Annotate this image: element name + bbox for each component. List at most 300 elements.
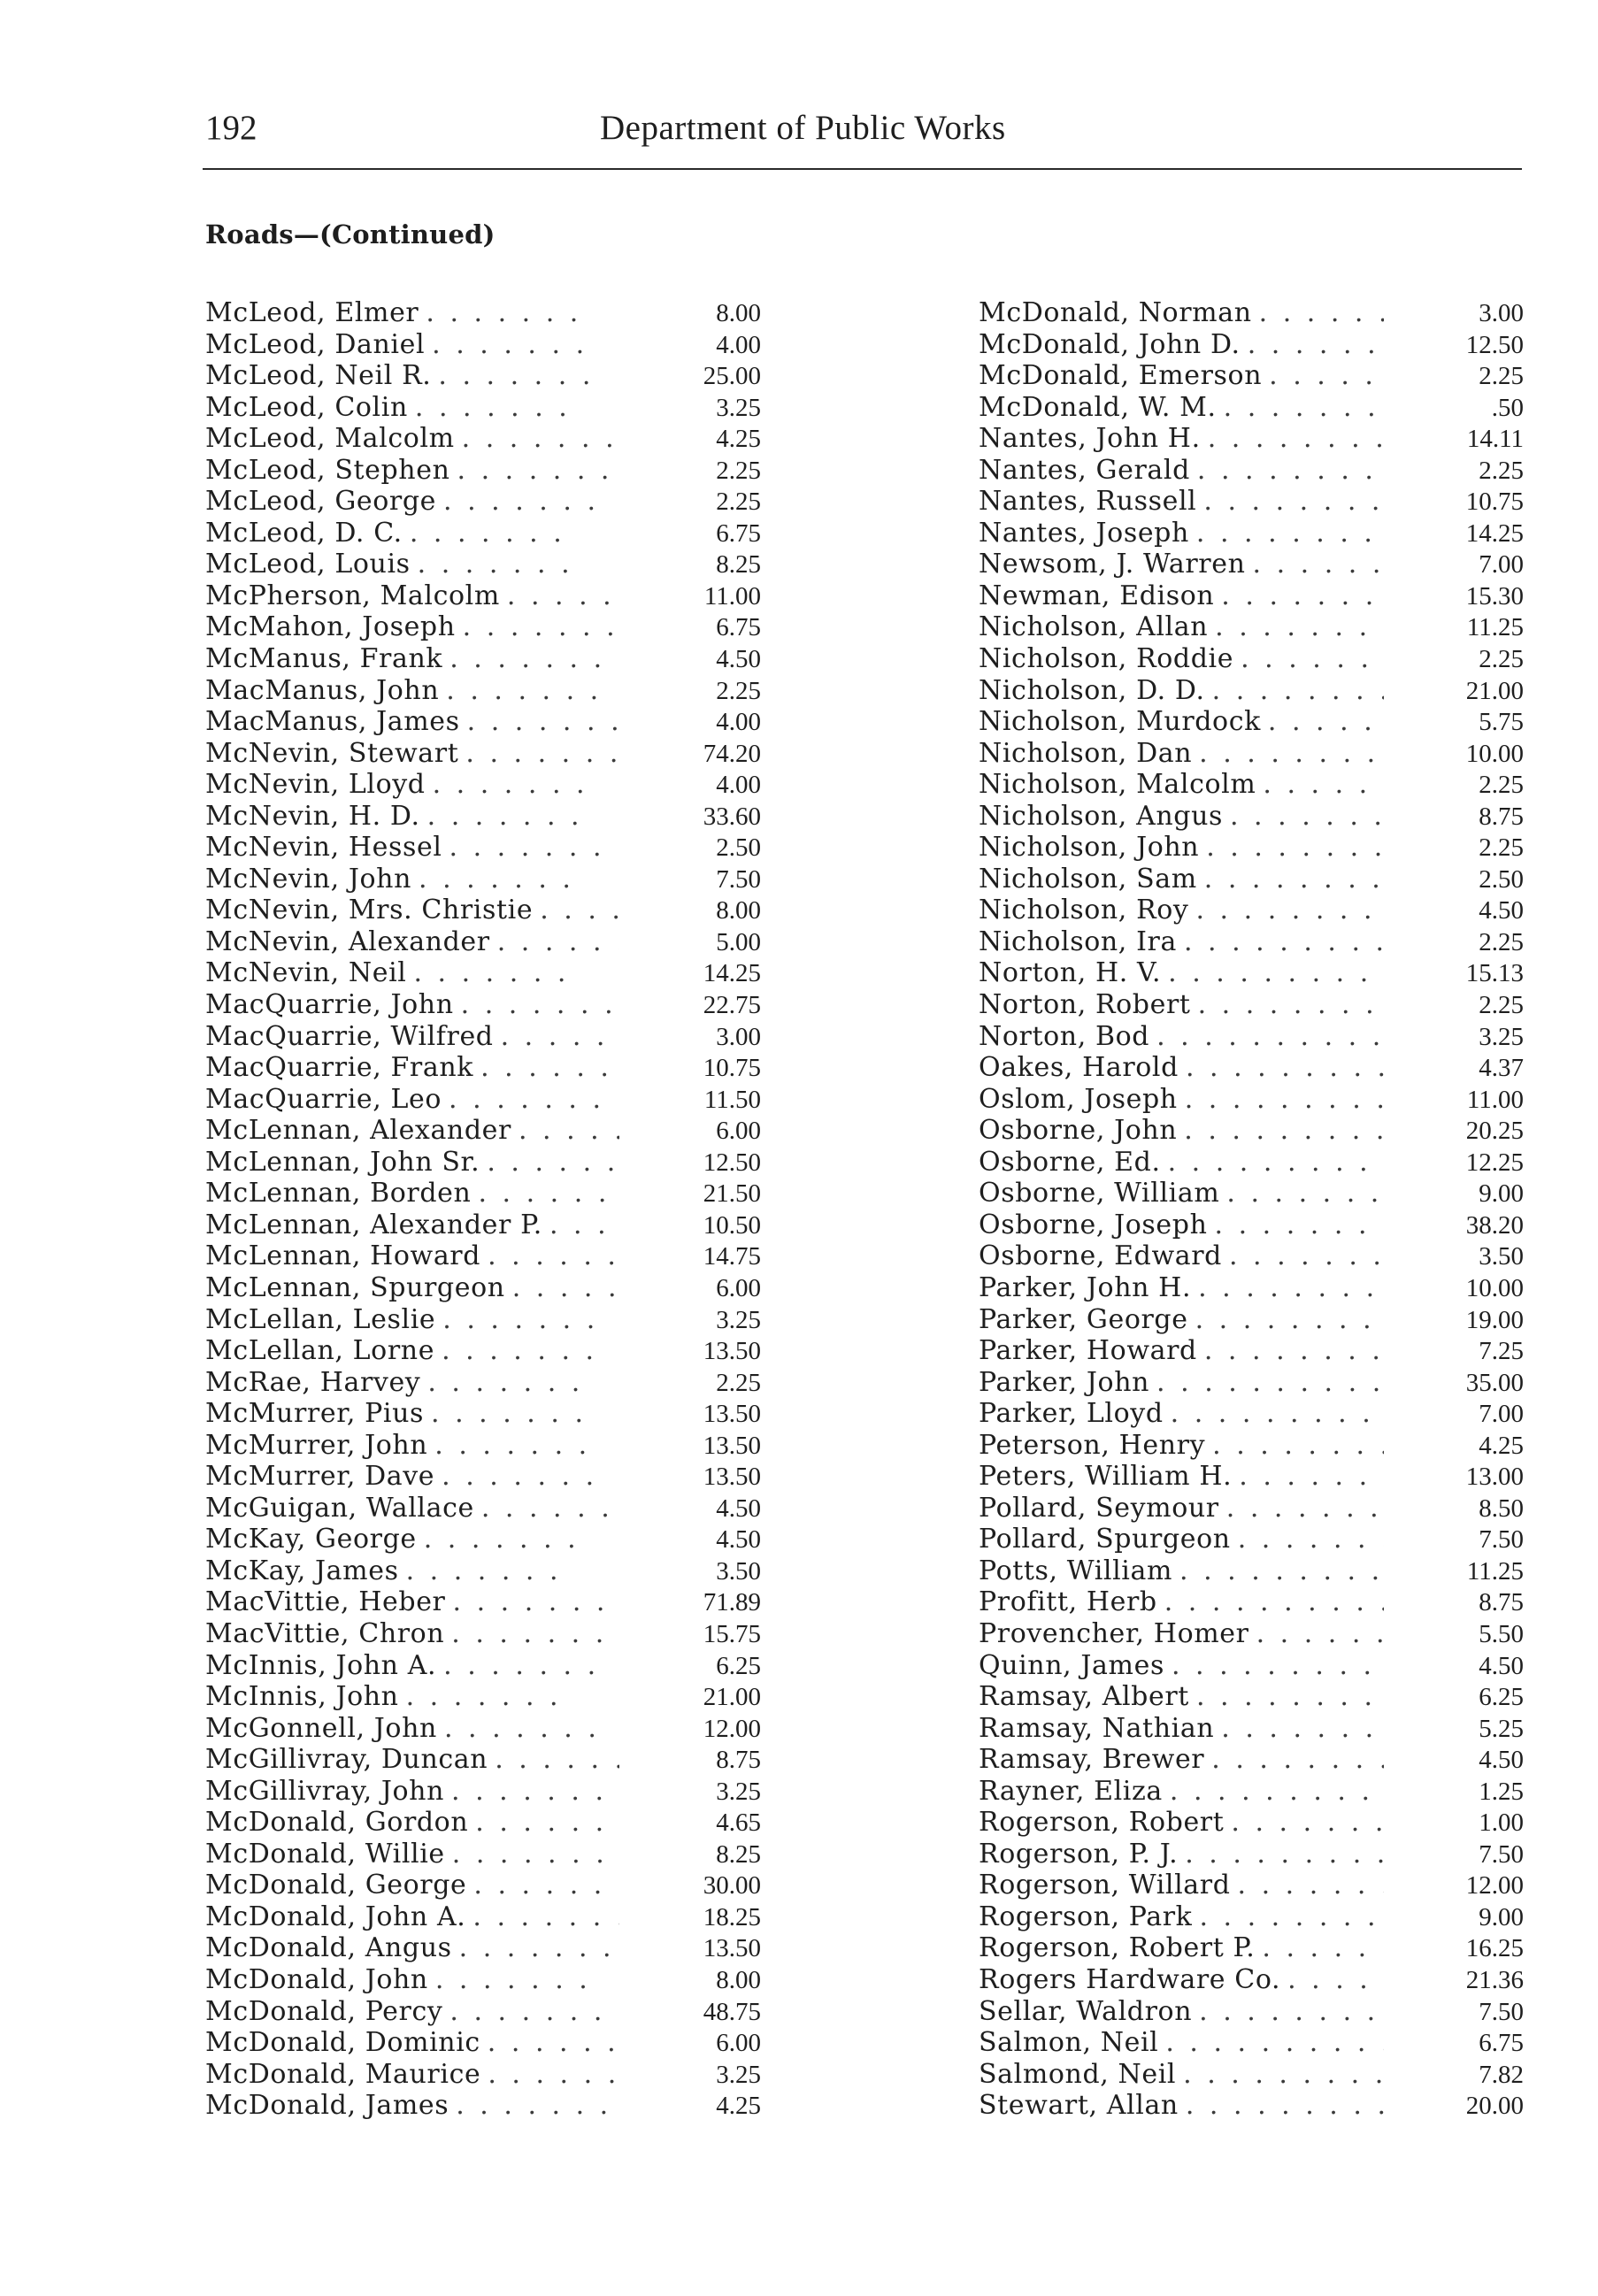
entry-name-cell: [205, 1901, 619, 1933]
payee-name: McLeod, Colin: [205, 391, 408, 423]
payment-amount: 4.37: [1479, 1054, 1524, 1083]
dot-leader: [438, 360, 597, 392]
ledger-entry: [979, 706, 1524, 738]
payee-name: Rayner, Eliza: [979, 1775, 1163, 1807]
ledger-entry: [979, 1430, 1524, 1462]
payment-amount: 30.00: [703, 1871, 761, 1901]
payment-amount: 2.25: [1479, 927, 1524, 956]
payment-amount: 3.25: [716, 1305, 761, 1334]
ledger-entry: [205, 423, 761, 455]
payment-amount: 2.50: [1479, 864, 1524, 894]
entry-name-cell: [205, 1461, 619, 1493]
payee-name: Nicholson, John: [979, 832, 1200, 864]
payee-name: McLellan, Leslie: [205, 1303, 436, 1335]
entry-name-cell: [205, 1272, 619, 1304]
entry-name-cell: [205, 1870, 619, 1901]
dot-leader: [451, 1776, 611, 1808]
ledger-entry: [205, 2059, 761, 2091]
ledger-entry: [979, 2059, 1524, 2091]
entry-name-cell: [979, 392, 1391, 424]
payee-name: McInnis, John A.: [205, 1649, 437, 1681]
section-heading: Roads—(Continued): [205, 219, 496, 250]
entry-name-cell: [979, 706, 1391, 738]
ledger-entry: [979, 1398, 1524, 1430]
payment-amount: 48.75: [703, 1997, 761, 2026]
payee-name: Nantes, John H.: [979, 423, 1201, 455]
payee-name: McPherson, Malcolm: [205, 580, 500, 611]
entry-name-cell: [979, 1272, 1391, 1304]
payment-amount: 11.50: [703, 1085, 761, 1114]
payee-name: McDonald, James: [205, 2090, 449, 2122]
ledger-entry: [979, 1304, 1524, 1336]
dot-leader: [1172, 1650, 1384, 1682]
payment-amount: 21.36: [1465, 1965, 1524, 1994]
entry-name-cell: [979, 832, 1391, 864]
dot-leader: [1156, 1367, 1384, 1399]
ledger-entry: [205, 1430, 761, 1462]
payee-name: McLennan, Alexander P.: [205, 1209, 542, 1240]
ledger-entry: [205, 392, 761, 424]
dot-leader: [473, 1870, 619, 1901]
entry-name-cell: [205, 1052, 619, 1084]
ledger-entry: [205, 1052, 761, 1084]
payee-name: Osborne, John: [979, 1115, 1178, 1147]
ledger-entry: [205, 297, 761, 329]
payment-amount: 3.00: [1479, 299, 1524, 327]
entry-name-cell: [205, 1650, 619, 1682]
payment-amount: 1.25: [1479, 1777, 1524, 1806]
ledger-entry: [205, 706, 761, 738]
payment-amount: 6.25: [716, 1651, 761, 1680]
ledger-entry: [979, 329, 1524, 361]
dot-leader: [1268, 706, 1384, 738]
entry-name-cell: [205, 1996, 619, 2028]
ledger-entry: [205, 675, 761, 707]
dot-leader: [427, 1367, 587, 1399]
payment-amount: 3.50: [716, 1556, 761, 1586]
payment-amount: 4.50: [716, 1494, 761, 1523]
ledger-entry: [979, 1776, 1524, 1808]
payee-name: Rogerson, Park: [979, 1901, 1193, 1932]
entry-name-cell: [205, 1964, 619, 1996]
payee-name: Profitt, Herb: [979, 1586, 1157, 1618]
payee-name: McLeod, Daniel: [205, 328, 426, 360]
dot-leader: [1239, 1461, 1384, 1493]
payee-name: McDonald, Maurice: [205, 2058, 481, 2090]
payment-amount: 6.75: [716, 518, 761, 548]
payee-name: Rogerson, Willard: [979, 1870, 1231, 1901]
payee-name: Nicholson, Sam: [979, 863, 1197, 895]
payment-amount: 20.25: [1465, 1117, 1524, 1146]
entry-name-cell: [205, 1430, 619, 1462]
dot-leader: [1215, 1209, 1384, 1241]
ledger-entry: [205, 1901, 761, 1933]
ledger-entry: [205, 1744, 761, 1776]
ledger-entry: [205, 2027, 761, 2059]
entry-name-cell: [205, 1776, 619, 1808]
payee-name: Peters, William H.: [979, 1461, 1233, 1493]
payment-amount: 11.25: [1466, 1556, 1524, 1586]
ledger-entry: [979, 1147, 1524, 1179]
entry-name-cell: [205, 1932, 619, 1964]
dot-leader: [1184, 1115, 1384, 1147]
payment-amount: 6.75: [716, 613, 761, 642]
entry-name-cell: [205, 1147, 619, 1179]
ledger-entry: [205, 1021, 761, 1053]
payment-amount: 2.25: [716, 676, 761, 705]
entry-name-cell: [979, 1713, 1391, 1745]
ledger-entry: [979, 643, 1524, 675]
payee-name: Osborne, Joseph: [979, 1209, 1208, 1240]
payment-amount: 8.00: [716, 299, 761, 327]
dot-leader: [1221, 1713, 1384, 1745]
payee-name: Peterson, Henry: [979, 1429, 1206, 1461]
dot-leader: [418, 549, 577, 580]
payee-name: McLeod, Malcolm: [205, 423, 455, 455]
dot-leader: [1226, 1493, 1384, 1524]
payee-name: Nicholson, Allan: [979, 611, 1209, 643]
dot-leader: [481, 1493, 619, 1524]
ledger-entry: [979, 1744, 1524, 1776]
running-title: Department of Public Works: [600, 109, 1006, 147]
ledger-entry: [205, 518, 761, 549]
entry-name-cell: [205, 360, 619, 392]
ledger-entry: [979, 1618, 1524, 1650]
entry-name-cell: [979, 1681, 1391, 1713]
payment-amount: 2.25: [1479, 771, 1524, 800]
dot-leader: [419, 864, 578, 895]
dot-leader: [1183, 2059, 1384, 2091]
payment-amount: 4.50: [1479, 896, 1524, 925]
dot-leader: [1204, 864, 1384, 895]
payee-name: McMahon, Joseph: [205, 611, 456, 643]
ledger-entry: [979, 1807, 1524, 1839]
ledger-entry: [979, 1461, 1524, 1493]
entry-name-cell: [205, 455, 619, 487]
payment-amount: 25.00: [703, 362, 761, 391]
payment-amount: 4.25: [716, 2092, 761, 2121]
payee-name: Newman, Edison: [979, 580, 1215, 611]
payee-name: McDonald, Norman: [979, 297, 1252, 328]
payee-name: Nantes, Gerald: [979, 454, 1190, 486]
payee-name: McDonald, John: [205, 1963, 428, 1995]
ledger-entry: [979, 549, 1524, 580]
dot-leader: [1212, 1430, 1384, 1462]
ledger-entry: [979, 1335, 1524, 1367]
entry-name-cell: [205, 1524, 619, 1555]
entry-name-cell: [205, 423, 619, 455]
payee-name: Nantes, Joseph: [979, 517, 1189, 549]
payment-amount: 8.75: [716, 1746, 761, 1775]
payment-amount: 10.75: [1465, 488, 1524, 517]
payee-name: McNevin, Alexander: [205, 925, 490, 957]
payee-name: McLellan, Lorne: [205, 1335, 435, 1367]
dot-leader: [1199, 738, 1384, 770]
ledger-entry: [205, 1398, 761, 1430]
payment-amount: 7.50: [1479, 1839, 1524, 1869]
payment-amount: 7.00: [1479, 550, 1524, 580]
dot-leader: [1164, 1586, 1384, 1618]
ledger-entry: [979, 738, 1524, 770]
ledger-entry: [979, 769, 1524, 801]
payee-name: McGonnell, John: [205, 1712, 437, 1744]
entry-name-cell: [205, 1681, 619, 1713]
entry-name-cell: [979, 1304, 1391, 1336]
payee-name: McDonald, Percy: [205, 1995, 443, 2027]
ledger-entry: [979, 1209, 1524, 1241]
payment-amount: 7.50: [1479, 1525, 1524, 1555]
payee-name: McLeod, Louis: [205, 549, 411, 580]
ledger-entry: [205, 738, 761, 770]
dot-leader: [1196, 518, 1384, 549]
payment-amount: 16.25: [1465, 1934, 1524, 1963]
payee-name: McDonald, W. M.: [979, 391, 1217, 423]
dot-leader: [1238, 1524, 1384, 1555]
payee-name: Rogerson, P. J.: [979, 1838, 1179, 1870]
entry-name-cell: [979, 1209, 1391, 1241]
entry-name-cell: [979, 329, 1391, 361]
entry-name-cell: [979, 895, 1391, 926]
entry-name-cell: [979, 1650, 1391, 1682]
payment-amount: 2.25: [716, 488, 761, 517]
ledger-entry: [979, 1493, 1524, 1524]
payee-name: Potts, William: [979, 1555, 1173, 1586]
ledger-entry: [205, 957, 761, 989]
payment-amount: 15.30: [1465, 581, 1524, 610]
payment-amount: 1.00: [1479, 1808, 1524, 1838]
payment-amount: 71.89: [703, 1588, 761, 1617]
payment-amount: 22.75: [703, 991, 761, 1020]
dot-leader: [519, 1115, 619, 1147]
dot-leader: [410, 518, 569, 549]
ledger-entry: [979, 832, 1524, 864]
payee-name: Nicholson, Murdock: [979, 706, 1261, 738]
dot-leader: [1198, 989, 1384, 1021]
entry-name-cell: [979, 1555, 1391, 1587]
payment-amount: 13.50: [703, 1400, 761, 1429]
payee-name: McDonald, Dominic: [205, 2027, 480, 2059]
ledger-entry: [205, 989, 761, 1021]
payee-name: MacQuarrie, John: [205, 989, 454, 1021]
payee-name: Nicholson, Ira: [979, 925, 1177, 957]
dot-leader: [1224, 392, 1384, 424]
dot-leader: [446, 675, 605, 707]
payee-name: Ramsay, Albert: [979, 1681, 1189, 1713]
ledger-entry: [979, 1839, 1524, 1870]
payee-name: McNevin, Lloyd: [205, 769, 426, 801]
entry-name-cell: [205, 864, 619, 895]
ledger-entry: [979, 1272, 1524, 1304]
payee-name: McLennan, Borden: [205, 1178, 472, 1209]
ledger-entry: [979, 1901, 1524, 1933]
ledger-entry: [979, 1996, 1524, 2028]
entry-name-cell: [979, 423, 1391, 455]
entry-name-cell: [979, 1524, 1391, 1555]
ledger-entry: [979, 611, 1524, 643]
ledger-entry: [205, 360, 761, 392]
payment-amount: 7.82: [1479, 2060, 1524, 2089]
entry-name-cell: [979, 518, 1391, 549]
ledger-entry: [205, 1996, 761, 2028]
payment-amount: 2.25: [716, 1368, 761, 1397]
dot-leader: [1165, 2027, 1384, 2059]
payment-amount: 4.00: [716, 330, 761, 359]
dot-leader: [431, 1398, 590, 1430]
payee-name: Rogerson, Robert: [979, 1807, 1225, 1839]
entry-name-cell: [205, 801, 619, 833]
ledger-entry: [205, 1493, 761, 1524]
dot-leader: [1171, 1398, 1384, 1430]
dot-leader: [1156, 1021, 1384, 1053]
payment-amount: 13.50: [703, 1337, 761, 1366]
payee-name: Nicholson, Roddie: [979, 643, 1234, 675]
dot-leader: [462, 423, 619, 455]
entry-name-cell: [205, 1586, 619, 1618]
payment-amount: 8.25: [716, 1839, 761, 1869]
dot-leader: [463, 611, 619, 643]
payment-amount: 21.00: [703, 1683, 761, 1712]
payment-amount: 2.25: [1479, 362, 1524, 391]
payee-name: Provencher, Homer: [979, 1617, 1249, 1649]
dot-leader: [1287, 1964, 1384, 1996]
payee-name: McLennan, Howard: [205, 1240, 481, 1272]
payee-name: McRae, Harvey: [205, 1366, 421, 1398]
dot-leader: [478, 1178, 619, 1209]
ledger-entry: [205, 1272, 761, 1304]
entry-name-cell: [205, 895, 619, 926]
dot-leader: [1186, 1052, 1384, 1084]
dot-leader: [432, 329, 591, 361]
entry-name-cell: [205, 297, 619, 329]
payee-name: Salmon, Neil: [979, 2027, 1159, 2059]
dot-leader: [442, 1335, 601, 1367]
entry-name-cell: [979, 1115, 1391, 1147]
dot-leader: [1259, 297, 1384, 329]
payee-name: McMurrer, Pius: [205, 1398, 425, 1430]
dot-leader: [442, 1461, 601, 1493]
payee-name: MacManus, James: [205, 706, 460, 738]
payee-name: Ramsay, Nathian: [979, 1712, 1215, 1744]
dot-leader: [442, 1304, 602, 1336]
ledger-entry: [979, 360, 1524, 392]
dot-leader: [449, 643, 609, 675]
entry-name-cell: [979, 1870, 1391, 1901]
payment-amount: 4.50: [1479, 1746, 1524, 1775]
payment-amount: 14.25: [1465, 518, 1524, 548]
page-header: [205, 108, 1523, 157]
payment-amount: 10.75: [703, 1054, 761, 1083]
payment-amount: 10.50: [703, 1210, 761, 1240]
entry-name-cell: [205, 1335, 619, 1367]
dot-leader: [501, 1021, 619, 1053]
payee-name: Osborne, William: [979, 1178, 1220, 1209]
dot-leader: [444, 1713, 603, 1745]
entry-name-cell: [979, 297, 1391, 329]
payment-amount: 21.00: [1465, 676, 1524, 705]
entry-name-cell: [979, 643, 1391, 675]
payee-name: Oslom, Joseph: [979, 1083, 1178, 1115]
dot-leader: [1184, 926, 1384, 958]
payment-amount: 13.00: [1465, 1463, 1524, 1492]
dot-leader: [406, 1681, 565, 1713]
payment-amount: 2.25: [1479, 456, 1524, 485]
entry-name-cell: [205, 738, 619, 770]
dot-leader: [415, 392, 574, 424]
ledger-entry: [205, 1115, 761, 1147]
ledger-entry: [979, 1586, 1524, 1618]
payee-name: Parker, Lloyd: [979, 1398, 1164, 1430]
dot-leader: [426, 297, 585, 329]
dot-leader: [495, 1744, 619, 1776]
payee-name: Parker, Howard: [979, 1335, 1197, 1367]
entry-name-cell: [205, 1367, 619, 1399]
page-number: 192: [205, 109, 257, 147]
dot-leader: [540, 895, 619, 926]
entry-name-cell: [979, 1744, 1391, 1776]
payee-name: McNevin, H. D.: [205, 800, 420, 832]
payment-amount: 14.25: [703, 959, 761, 988]
dot-leader: [1269, 360, 1384, 392]
payee-name: McDonald, Emerson: [979, 360, 1263, 392]
ledger-entry: [979, 423, 1524, 455]
ledger-entry: [205, 1870, 761, 1901]
payee-name: Osborne, Ed.: [979, 1146, 1161, 1178]
dot-leader: [1263, 769, 1384, 801]
ledger-entry: [205, 1650, 761, 1682]
entry-name-cell: [205, 2090, 619, 2122]
payee-name: McKay, George: [205, 1524, 417, 1555]
entry-name-cell: [979, 769, 1391, 801]
payment-amount: 4.00: [716, 708, 761, 737]
payee-name: Nicholson, Malcolm: [979, 769, 1256, 801]
dot-leader: [1226, 1178, 1384, 1209]
entry-name-cell: [979, 926, 1391, 958]
ledger-entry: [205, 769, 761, 801]
payee-name: MacQuarrie, Frank: [205, 1052, 474, 1084]
payment-amount: 8.50: [1479, 1494, 1524, 1523]
payment-amount: 38.20: [1465, 1210, 1524, 1240]
payment-amount: 3.25: [716, 393, 761, 422]
payee-name: McMurrer, Dave: [205, 1461, 435, 1493]
payee-name: MacVittie, Chron: [205, 1617, 445, 1649]
entry-name-cell: [205, 392, 619, 424]
ledger-entry: [205, 611, 761, 643]
entry-name-cell: [979, 1021, 1391, 1053]
dot-leader: [449, 832, 609, 864]
entry-name-cell: [205, 2027, 619, 2059]
payment-amount: 3.25: [1479, 1022, 1524, 1051]
ledger-entry: [979, 1115, 1524, 1147]
ledger-entry: [205, 926, 761, 958]
payee-name: McLennan, John Sr.: [205, 1146, 480, 1178]
header-rule: [203, 168, 1522, 170]
right-column: [979, 297, 1524, 2122]
dot-leader: [452, 1839, 611, 1870]
payee-name: Nicholson, D. D.: [979, 674, 1205, 706]
payment-amount: 6.75: [1479, 2029, 1524, 2058]
entry-name-cell: [979, 1901, 1391, 1933]
payee-name: Rogers Hardware Co.: [979, 1963, 1281, 1995]
payee-name: Ramsay, Brewer: [979, 1744, 1205, 1776]
payment-amount: 33.60: [703, 802, 761, 831]
ledger-entry: [205, 1240, 761, 1272]
payee-name: MacManus, John: [205, 674, 440, 706]
dot-leader: [497, 926, 619, 958]
entry-name-cell: [979, 1807, 1391, 1839]
entry-name-cell: [205, 580, 619, 612]
payment-amount: 11.00: [703, 581, 761, 610]
ledger-entry: [205, 1367, 761, 1399]
